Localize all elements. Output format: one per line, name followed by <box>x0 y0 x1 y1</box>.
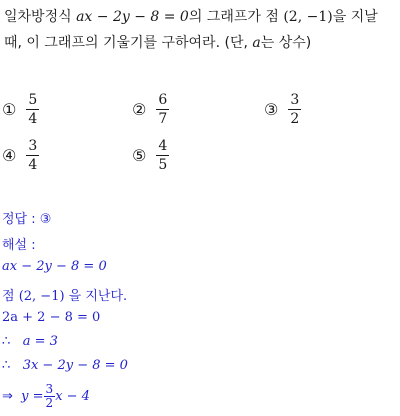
choice-3-numerator: 3 <box>290 92 300 108</box>
choice-4-fraction <box>26 138 39 173</box>
implies-arrow: ⇒ <box>2 389 13 404</box>
therefore-symbol: ∴ <box>2 358 11 373</box>
solution-line-6-right: x − 4 <box>55 389 90 404</box>
question-part-2: 의 그래프가 점 <box>188 9 284 25</box>
choice-1-mark: ① <box>2 100 17 119</box>
choice-5-numerator: 4 <box>158 138 168 154</box>
slope-denominator: 2 <box>45 396 54 410</box>
choice-4-numerator: 3 <box>28 138 38 154</box>
question-part-3: 을 지날 때, 이 그래프의 기울기를 구하여라. (단, <box>4 9 378 51</box>
question-text <box>4 4 396 56</box>
choice-2-numerator: 6 <box>158 92 168 108</box>
question-point: (2, −1) <box>283 9 333 25</box>
choice-4-mark: ④ <box>2 146 17 165</box>
therefore-symbol: ∴ <box>2 334 11 349</box>
choice-4-denominator: 4 <box>28 157 38 173</box>
question-constant: a <box>252 35 261 51</box>
choice-3-denominator: 2 <box>290 111 300 127</box>
solution-line-5-eq: 3x − 2y − 8 = 0 <box>22 358 128 373</box>
solution-heading: 해설 : <box>2 238 36 253</box>
choice-3-fraction <box>288 92 301 127</box>
solution-line-2-text-b: 을 지난다. <box>64 289 128 304</box>
choice-1-denominator: 4 <box>28 111 38 127</box>
solution-line-1: ax − 2y − 8 = 0 <box>2 259 107 274</box>
solution-line-2-point: (2, −1) <box>18 289 65 304</box>
choice-1-fraction <box>26 92 39 127</box>
choice-5-fraction <box>156 138 169 173</box>
solution-line-2-text-a: 점 <box>2 289 19 304</box>
solution-line-2 <box>2 285 127 304</box>
solution-line-4 <box>2 334 58 349</box>
solution-answer: 정답 : ③ <box>2 212 52 227</box>
choice-1[interactable] <box>2 92 39 127</box>
solution-line-4-eq: a = 3 <box>22 334 58 349</box>
choice-5-mark: ⑤ <box>132 146 147 165</box>
solution-line-5 <box>2 358 128 373</box>
solution-line-3: 2a + 2 − 8 = 0 <box>2 310 101 325</box>
choice-3-mark: ③ <box>264 100 279 119</box>
solution-line-6-left: y = <box>21 389 44 404</box>
choice-2-mark: ② <box>132 100 147 119</box>
solution-line-6 <box>2 383 90 410</box>
choice-4[interactable] <box>2 138 39 173</box>
choice-5[interactable] <box>132 138 169 173</box>
choice-3[interactable] <box>264 92 301 127</box>
question-part-4: 는 상수) <box>260 35 312 51</box>
choice-1-numerator: 5 <box>28 92 38 108</box>
question-part-1: 일차방정식 <box>4 9 77 25</box>
choice-2[interactable] <box>132 92 169 127</box>
choice-2-denominator: 7 <box>158 111 168 127</box>
solution-slope-fraction <box>44 383 56 410</box>
choice-2-fraction <box>156 92 169 127</box>
slope-numerator: 3 <box>45 382 54 396</box>
question-equation: ax − 2y − 8 = 0 <box>76 9 189 25</box>
choice-5-denominator: 5 <box>158 157 168 173</box>
